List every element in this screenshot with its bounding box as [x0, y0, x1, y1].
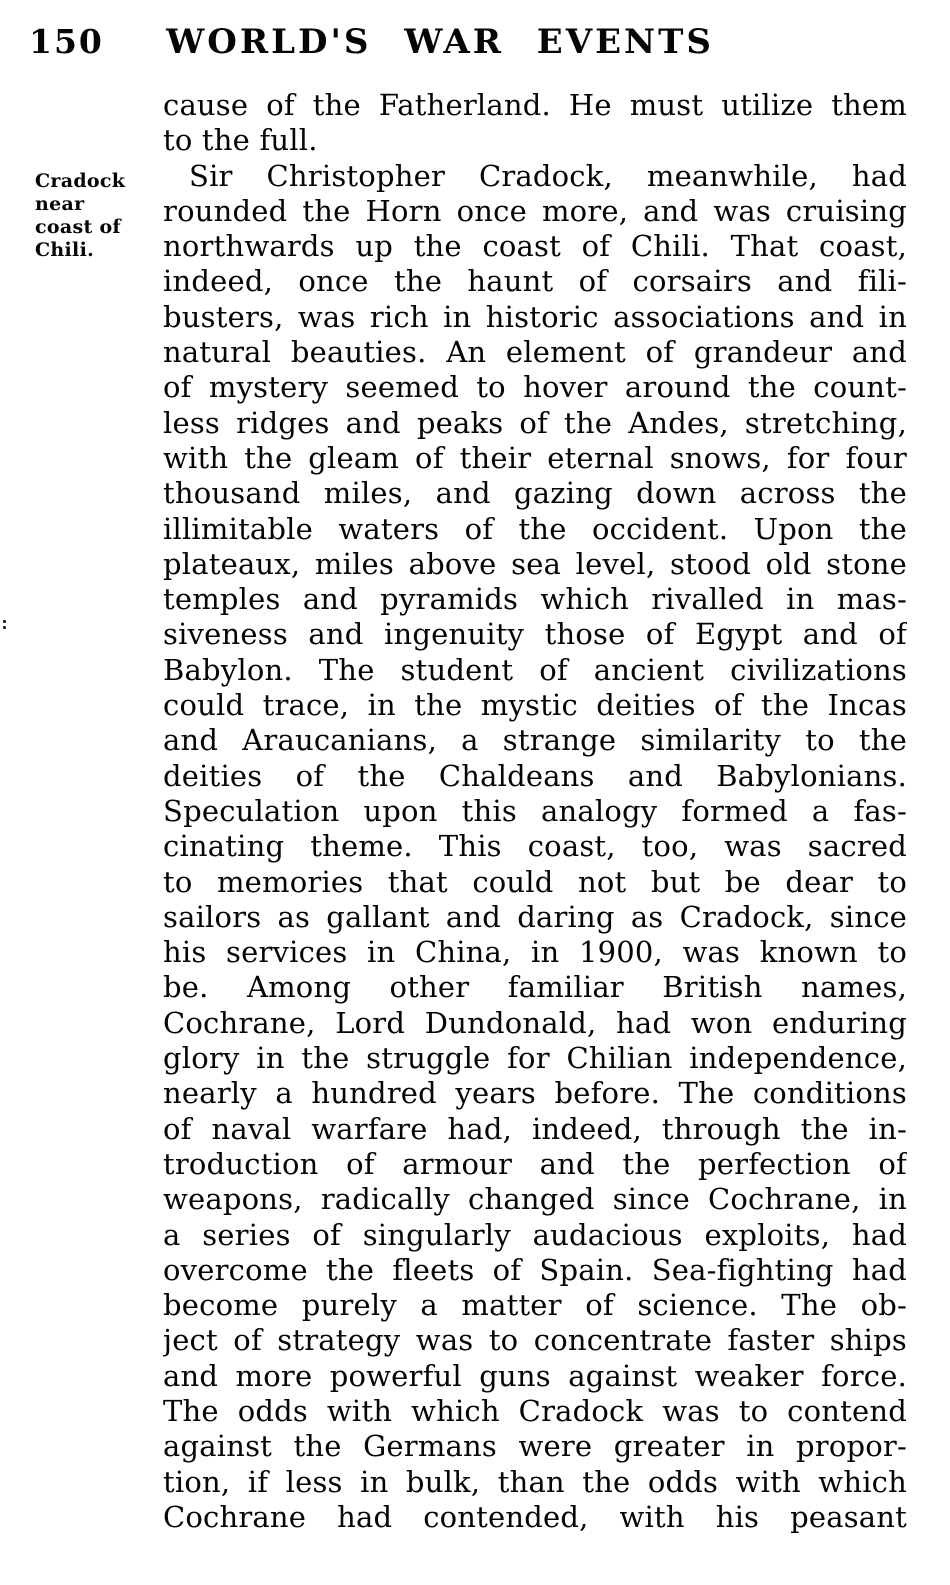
- text-line: northwards up the coast of Chili. That coast,: [163, 229, 907, 264]
- text-line: cinating theme. This coast, too, was sacred: [163, 829, 907, 864]
- text-line: against the Germans were greater in propor-: [163, 1429, 907, 1464]
- text-line: ject of strategy was to concentrate faster ships: [163, 1323, 907, 1358]
- text-line: could trace, in the mystic deities of the Incas: [163, 688, 907, 723]
- text-line: to the full.: [163, 123, 318, 158]
- text-line: less ridges and peaks of the Andes, stretching,: [163, 405, 907, 440]
- text-line: natural beauties. An element of grandeur and: [163, 335, 907, 370]
- text-line: weapons, radically changed since Cochrane, in: [163, 1182, 907, 1217]
- text-line: siveness and ingenuity those of Egypt and of: [163, 617, 907, 652]
- margin-note-line: coast of: [35, 216, 121, 238]
- margin-note-line: Cradock: [35, 170, 126, 192]
- text-line: Sir Christopher Cradock, meanwhile, had: [189, 158, 907, 193]
- text-line: Babylon. The student of ancient civilizations: [163, 652, 907, 687]
- ink-speck-artifact: [3, 620, 6, 623]
- text-line: be. Among other familiar British names,: [163, 970, 907, 1005]
- text-line: and more powerful guns against weaker force.: [163, 1358, 907, 1393]
- text-line: cause of the Fatherland. He must utilize them: [163, 88, 907, 122]
- margin-note-line: near: [35, 193, 85, 215]
- text-line: Cochrane had contended, with his peasant: [163, 1499, 907, 1534]
- text-line: of naval warfare had, indeed, through the in-: [163, 1111, 907, 1146]
- text-line: temples and pyramids which rivalled in mas-: [163, 582, 907, 617]
- text-line: Cochrane, Lord Dundonald, had won enduring: [163, 1005, 907, 1040]
- text-line: indeed, once the haunt of corsairs and fili-: [163, 264, 907, 299]
- text-line: tion, if less in bulk, than the odds with which: [163, 1464, 907, 1499]
- running-title: WORLD'S WAR EVENTS: [166, 22, 714, 62]
- text-line: his services in China, in 1900, was known to: [163, 935, 907, 970]
- text-line: thousand miles, and gazing down across the: [163, 476, 907, 511]
- page-number: 150: [29, 22, 104, 61]
- margin-note: [35, 170, 160, 262]
- text-line: deities of the Chaldeans and Babylonians.: [163, 758, 907, 793]
- text-line: with the gleam of their eternal snows, for four: [163, 440, 907, 475]
- margin-note-line: Chili.: [35, 239, 95, 261]
- text-line: nearly a hundred years before. The conditions: [163, 1076, 907, 1111]
- text-line: busters, was rich in historic associations and in: [163, 299, 907, 334]
- text-line: glory in the struggle for Chilian independence,: [163, 1041, 907, 1076]
- text-line: illimitable waters of the occident. Upon the: [163, 511, 907, 546]
- text-line: to memories that could not but be dear to: [163, 864, 907, 899]
- body-text-column: [163, 88, 907, 1535]
- text-line: plateaux, miles above sea level, stood old stone: [163, 546, 907, 581]
- text-line: of mystery seemed to hover around the count-: [163, 370, 907, 405]
- text-line: sailors as gallant and daring as Cradock, since: [163, 899, 907, 934]
- text-line: rounded the Horn once more, and was cruising: [163, 193, 907, 228]
- text-line: troduction of armour and the perfection of: [163, 1146, 907, 1181]
- text-line: become purely a matter of science. The ob-: [163, 1288, 907, 1323]
- text-line: a series of singularly audacious exploits, had: [163, 1217, 907, 1252]
- text-line: and Araucanians, a strange similarity to the: [163, 723, 907, 758]
- text-line: The odds with which Cradock was to contend: [163, 1393, 907, 1428]
- text-line: Speculation upon this analogy formed a fas-: [163, 793, 907, 828]
- text-line: overcome the fleets of Spain. Sea-fighting had: [163, 1252, 907, 1287]
